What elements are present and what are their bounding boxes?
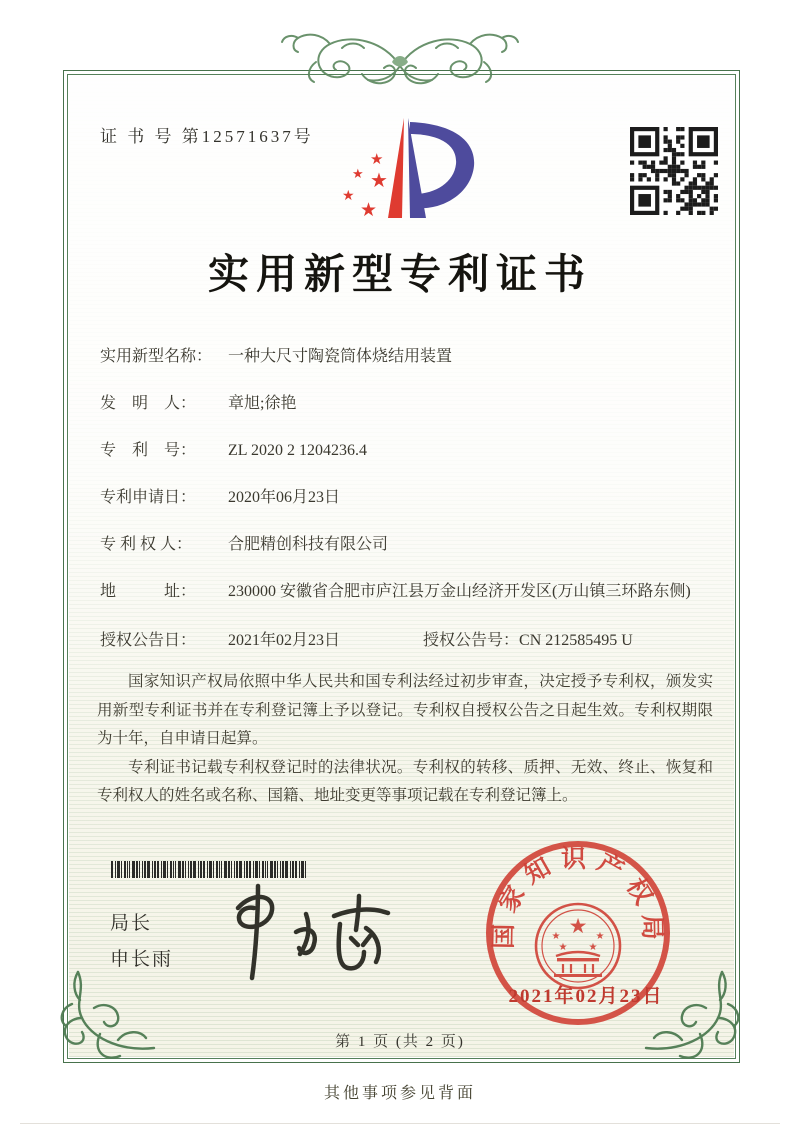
- field-row-inventor: [100, 392, 714, 416]
- barcode-icon: [111, 861, 311, 878]
- signer-title: 局长: [110, 912, 153, 934]
- field-label: 专 利 权 人：: [100, 536, 193, 553]
- field-label: 授权公告日：: [100, 632, 197, 649]
- field-label: 专利申请日：: [100, 489, 197, 506]
- national-emblem-icon: [536, 904, 620, 988]
- signature-handwriting: [212, 878, 412, 990]
- field-row-grant: [100, 629, 714, 653]
- signer-block: [110, 905, 173, 977]
- field-label: 授权公告号：: [423, 632, 520, 649]
- field-label: 实用新型名称：: [100, 348, 213, 365]
- field-value: ZL 2020 2 1204236.4: [228, 442, 367, 459]
- star-icon: ★: [360, 200, 378, 221]
- field-value: 2021年02月23日: [228, 632, 341, 649]
- svg-text:★: ★: [595, 931, 605, 942]
- legal-paragraph: 国家知识产权局依照中华人民共和国专利法经过初步审查，决定授予专利权，颁发实用新型专利证书并在专利登记簿上予以登记。专利权自授权公告之日起生效。专利权期限为十年，自申请日起算。: [97, 673, 713, 747]
- field-label: 地 址：: [100, 583, 197, 600]
- field-pair-grant-number: [423, 629, 633, 653]
- cnipa-logo: [330, 112, 482, 226]
- svg-text:★: ★: [588, 942, 598, 953]
- field-value: 一种大尺寸陶瓷筒体烧结用装置: [228, 348, 453, 365]
- field-value: 230000 安徽省合肥市庐江县万金山经济开发区(万山镇三环路东侧): [228, 583, 691, 600]
- qr-code-icon: [630, 127, 718, 215]
- page-number: 第 1 页 (共 2 页): [335, 1034, 465, 1050]
- back-side-note: 其他事项参见背面: [323, 1085, 476, 1102]
- svg-text:★: ★: [568, 914, 588, 938]
- field-row-patent-number: [100, 439, 714, 463]
- field-row-address: [100, 580, 714, 604]
- field-label: 专 利 号：: [100, 442, 197, 459]
- field-row-filing-date: [100, 486, 714, 510]
- star-icon: ★: [352, 166, 364, 181]
- field-row-patentee: [100, 533, 714, 557]
- certificate-title: 实用新型专利证书: [208, 251, 592, 297]
- star-icon: ★: [370, 170, 388, 192]
- star-icon: ★: [342, 189, 355, 204]
- signer-name: 申长雨: [110, 948, 174, 970]
- field-row-name: [100, 345, 714, 369]
- legal-text: [97, 668, 713, 811]
- legal-paragraph: 专利证书记载专利权登记时的法律状况。专利权的转移、质押、无效、终止、恢复和专利权人的姓名或名称、国籍、地址变更等事项记载在专利登记簿上。: [97, 758, 713, 804]
- field-value: 2020年06月23日: [228, 489, 341, 506]
- star-icon: ★: [370, 152, 384, 168]
- seal-date: 2021年02月23日: [508, 986, 664, 1007]
- certificate-number: 证 书 号 第12571637号: [100, 127, 314, 146]
- field-value: CN 212585495 U: [519, 632, 633, 649]
- field-label: 发 明 人：: [100, 395, 197, 412]
- paper-edge-shadow: [20, 1123, 780, 1124]
- svg-text:★: ★: [558, 942, 568, 953]
- field-value: 章旭;徐艳: [228, 395, 297, 412]
- seal-agency-text: 国家知识产权局: [490, 846, 666, 950]
- svg-text:★: ★: [551, 931, 561, 942]
- field-value: 合肥精创科技有限公司: [228, 536, 389, 553]
